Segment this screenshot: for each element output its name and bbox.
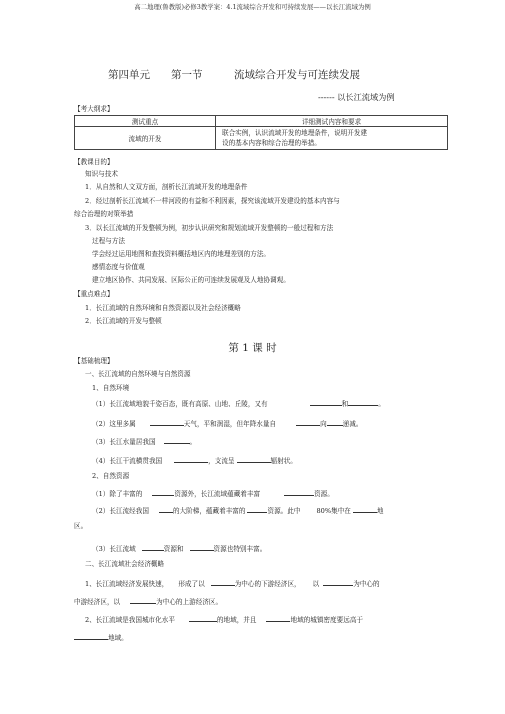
r2-text-c: 资源。此中: [267, 507, 301, 515]
basics-section1: 一、长江流域的自然环境与自然资源: [85, 370, 191, 378]
r3-text-a: （3）长江流域: [92, 545, 136, 553]
q1-text-c: 。: [378, 400, 385, 408]
q1-text-b: 和: [341, 400, 349, 408]
syllabus-col2-header: 详细测试内容和要求: [216, 116, 448, 127]
r2-text-a: （2）长江流经我国: [92, 507, 149, 515]
s1-blank-2[interactable]: [323, 578, 353, 586]
q4-text-a: （4）长江干流横贯我国: [92, 457, 163, 465]
s1-text-c: 为中心的下游经济区，: [234, 580, 301, 588]
goals-item2: 2．经过剖析长江流域不一样河段的有益和不利因素，探究该流域开发建设的基本内容与: [85, 197, 340, 205]
goals-item2-cont: 综合治理的对策举措: [74, 210, 134, 218]
r3-blank-2[interactable]: [190, 543, 214, 551]
s2-text-c: 地域的城镇密度要远高于: [290, 616, 364, 624]
resource-q1: [92, 488, 334, 499]
question-1: [92, 398, 385, 409]
r1-text-c: 资源。: [314, 490, 334, 498]
page-header: 高二地理(鲁教版)必修3教学案：4.1流域综合开发和可持续发展——以长江流域为例: [134, 3, 371, 11]
goals-item1: 1．从自然和人文双方面，剖析长江流域开发的地理条件: [85, 183, 248, 191]
keypoints-item1: 1．长江流域的自然环境和自然资源以及社会经济概略: [85, 304, 241, 312]
goals-label: 【教课目的】: [74, 158, 114, 166]
s1-text-g: 为中心的上游经济区。: [156, 598, 223, 606]
r1-blank-2[interactable]: [284, 488, 314, 496]
goals-line7: 建立地区协作、共同发展、区际公正的可连续发展观及人地协调观。: [92, 276, 290, 284]
goals-sub-knowledge: 知识与技术: [85, 170, 118, 178]
question-2: [92, 418, 362, 429]
q1-blank-1[interactable]: [310, 398, 342, 406]
s2-blank-2[interactable]: [266, 614, 290, 622]
s2-text-a: 2、长江流域是我国城市化水平: [85, 616, 175, 624]
resource-q3: [92, 543, 266, 554]
syllabus-col1-header: 测试重点: [75, 116, 216, 127]
question-3: [92, 436, 196, 447]
society-q2: [85, 614, 363, 625]
syllabus-point: 流域的开发: [75, 127, 216, 150]
s1-text-b: 形成了以: [178, 580, 205, 588]
s1-blank-1[interactable]: [211, 578, 235, 586]
goals-item3: 3．以长江流域的开发整顿为例，初步认识研究和规划流域开发整顿的一般过程和方法: [85, 224, 334, 232]
s1-blank-3[interactable]: [130, 596, 156, 604]
lesson-title: 第 1 课 时: [228, 342, 277, 354]
r1-blank-1[interactable]: [152, 488, 174, 496]
basics-label: 【基础梳理】: [74, 357, 114, 365]
r1-text-a: （1）除了丰富的: [92, 490, 143, 498]
q4-blank-2[interactable]: [237, 455, 271, 463]
society-q2-cont: [74, 632, 128, 643]
s1-text-e: 为中心的: [353, 580, 380, 588]
syllabus-table: [74, 115, 448, 150]
q3-text-b: 。: [189, 438, 197, 446]
q4-blank-1[interactable]: [174, 455, 208, 463]
syllabus-requirement: [216, 127, 448, 150]
basics-section2: 二、长江流域社会经济概略: [85, 560, 165, 568]
page-title: 第四单元 第一节 流域综合开发与可连续发展: [108, 69, 360, 81]
goals-sub-attitude: 感情态度与价值观: [92, 263, 145, 271]
q2-blank-1[interactable]: [150, 418, 184, 426]
basics-sub-environment: 1、自然环境: [92, 384, 130, 392]
society-q1: [85, 578, 380, 589]
r3-text-b: 资源和: [163, 545, 184, 553]
r2-text-percent: 80%: [316, 507, 332, 515]
s1-text-d: 以: [312, 580, 320, 588]
keypoints-item2: 2．长江流域的开发与整顿: [85, 317, 162, 325]
q2-text-b: 天气，平和润湿，但年降水量自: [183, 420, 277, 428]
r2-blank-2[interactable]: [247, 505, 267, 513]
q2-blank-3[interactable]: [327, 418, 343, 426]
syllabus-req-line1: 联合实例，认识流域开发的地理条件，说明开发建: [222, 129, 368, 137]
r3-blank-1[interactable]: [142, 543, 164, 551]
goals-line5: 学会经过运用地图和查找资料概括地区内的地理差别的方法。: [92, 250, 271, 258]
r2-blank-3[interactable]: [353, 505, 377, 513]
resource-q2-cont: 区。: [74, 522, 88, 530]
s2-blank-1[interactable]: [189, 614, 217, 622]
q3-blank-1[interactable]: [164, 436, 190, 444]
q4-text-b: ，支流呈: [208, 457, 235, 465]
s1-text-f: 中游经济区，以: [74, 598, 121, 606]
r3-text-c: 资源也特别丰富。: [213, 545, 267, 553]
q2-text-d: 递减。: [342, 420, 363, 428]
basics-sub-resources: 2、自然资源: [92, 472, 130, 480]
r2-text-b: 的大阶梯，蕴藏着丰富的: [172, 507, 246, 515]
question-4: [92, 455, 297, 466]
keypoints-label: 【重点难点】: [74, 290, 114, 298]
goals-sub-process: 过程与方法: [92, 237, 125, 245]
r2-text-f: 地: [376, 507, 384, 515]
q1-text-a: （1）长江流域地貌千姿百态，既有高原、山地、丘陵，又有: [92, 400, 268, 408]
q4-text-c: 辐射状。: [270, 457, 297, 465]
s2-blank-3[interactable]: [74, 632, 108, 640]
s1-text-a: 1、长江流域经济发展快速，: [85, 580, 169, 588]
q2-blank-2[interactable]: [296, 418, 320, 426]
q3-text-a: （3）长江水量居我国: [92, 438, 156, 446]
s2-text-d: 地域。: [108, 634, 128, 642]
q2-text-a: （2）这里多属: [92, 420, 136, 428]
r2-text-e: 集中在: [331, 507, 351, 515]
q1-blank-2[interactable]: [348, 398, 378, 406]
r1-text-b: 资源外，长江流域蕴藏着丰富: [174, 490, 261, 498]
syllabus-req-line2: 设的基本内容和综合治理的举措。: [222, 139, 321, 147]
syllabus-label: 【考大纲求】: [74, 105, 114, 113]
s2-text-b: 的地域，并且: [216, 616, 257, 624]
page-subtitle: ------ 以长江流域为例: [318, 92, 395, 102]
q2-text-c: 向: [320, 420, 327, 428]
resource-q2: [92, 505, 383, 516]
r2-blank-1[interactable]: [159, 505, 173, 513]
society-q1-cont: [74, 596, 222, 607]
